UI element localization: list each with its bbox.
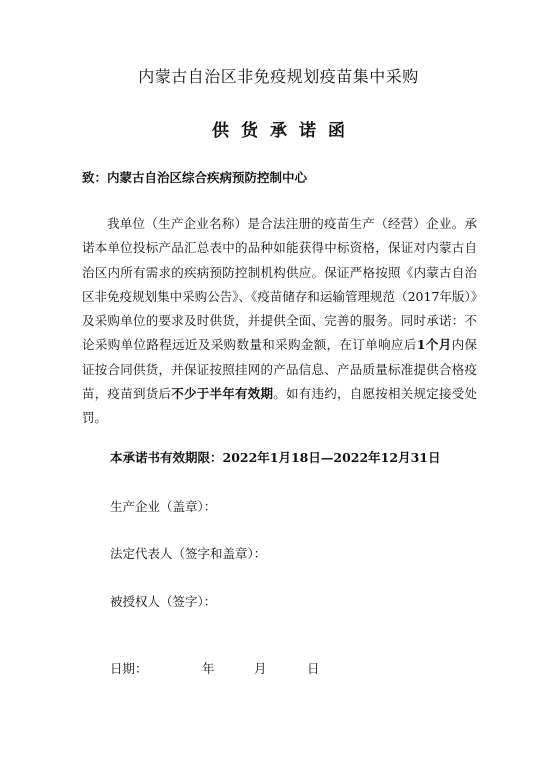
paragraph-text-3: 。如有违约，自愿按相关规定接受处罚。 [82, 386, 477, 426]
date-day: 日 [307, 661, 320, 676]
commitment-paragraph [82, 212, 477, 431]
date-year: 年 [202, 661, 215, 676]
legal-representative-field: 法定代表人（签字和盖章）： [110, 546, 267, 561]
paragraph-text-2: 内保证按合同供货，并保证按照挂网的产品信息、产品质量标准提供合格疫苗，疫苗到货后 [82, 337, 477, 402]
date-row [110, 659, 370, 679]
authorized-person-field: 被授权人（签字）： [110, 594, 217, 609]
validity-period: 本承诺书有效期限：2022年1月18日—2022年12月31日 [110, 450, 441, 465]
paragraph-text-1: 我单位（生产企业名称）是合法注册的疫苗生产（经营）企业。承诺本单位投标产品汇总表中的品种如能获得中标资格，保证对内蒙古自治区内所有需求的疾病预防控制机构供应。保证严格按照《内蒙古自治区非免疫规划集中采购公告》、《疫苗储存和运输管理规范（2017年版）》及采购单位的要求及时供货，并提供全面、完善的服务。同时承诺：不论采购单位路程远近及采购数量和采购金额，在订单响应后 [82, 216, 477, 353]
date-month: 月 [254, 661, 267, 676]
shelf-life-emphasis: 不少于半年有效期 [171, 386, 274, 402]
delivery-period-emphasis: 1个月 [416, 337, 452, 353]
manufacturer-seal-field: 生产企业（盖章）： [110, 499, 217, 514]
addressee: 致：内蒙古自治区综合疾病预防控制中心 [82, 170, 308, 185]
letter-title: 供货承诺函 [212, 121, 357, 141]
date-label: 日期： [110, 661, 148, 676]
page-title: 内蒙古自治区非免疫规划疫苗集中采购 [138, 67, 419, 86]
